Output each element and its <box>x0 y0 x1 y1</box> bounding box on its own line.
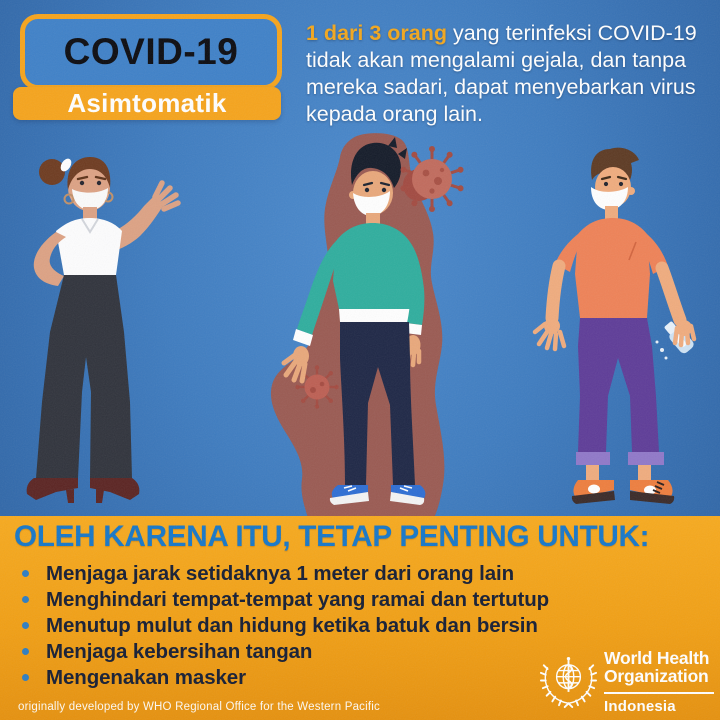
bullet-icon <box>22 674 29 681</box>
woman-figure <box>27 157 178 503</box>
covid19-badge <box>20 14 282 90</box>
credit-text: originally developed by WHO Regional Office for the Western Pacific <box>18 701 380 713</box>
footer-heading: OLEH KARENA ITU, TETAP PENTING UNTUK: <box>14 520 650 553</box>
bullet-icon <box>22 570 29 577</box>
covid19-label: COVID-19 <box>63 31 239 72</box>
man-sanitizer-illustration <box>526 146 720 520</box>
man-sanitizer-figure <box>535 148 696 504</box>
bullet-icon <box>22 596 29 603</box>
list-item: Menutup mulut dan hidung ketika batuk dan bersin <box>22 613 549 639</box>
man-sweater <box>333 223 414 309</box>
intro-paragraph <box>306 20 718 128</box>
who-separator <box>604 692 714 694</box>
footer-band <box>0 516 720 720</box>
who-country: Indonesia <box>604 698 676 715</box>
list-item: Menjaga jarak setidaknya 1 meter dari orang lain <box>22 561 549 587</box>
who-name-line1: World Health <box>604 648 710 668</box>
list-item: Menghindari tempat-tempat yang ramai dan tertutup <box>22 587 549 613</box>
man-shirt <box>575 218 650 318</box>
woman-pants <box>36 275 132 478</box>
intro-highlight: 1 dari 3 orang <box>306 21 447 45</box>
asimtomatik-badge <box>13 87 281 120</box>
who-emblem-icon <box>540 652 597 709</box>
who-text <box>604 649 714 715</box>
bullet-icon <box>22 622 29 629</box>
list-item: Mengenakan masker <box>22 665 549 691</box>
bullet-icon <box>22 648 29 655</box>
intro-text: yang terinfeksi COVID-19 tidak akan mengalami gejala, dan tanpa mereka sadari, dapat menyebarkan virus kepada orang lain. <box>306 21 697 126</box>
who-logo <box>540 649 714 715</box>
who-name-line2: Organization <box>604 666 709 686</box>
woman-mask-illustration <box>12 152 197 507</box>
asymptomatic-man-illustration <box>260 133 500 518</box>
asimtomatik-label: Asimtomatik <box>67 88 227 118</box>
precaution-list <box>22 561 549 691</box>
man-pants <box>578 318 659 452</box>
list-item: Menjaga kebersihan tangan <box>22 639 549 665</box>
